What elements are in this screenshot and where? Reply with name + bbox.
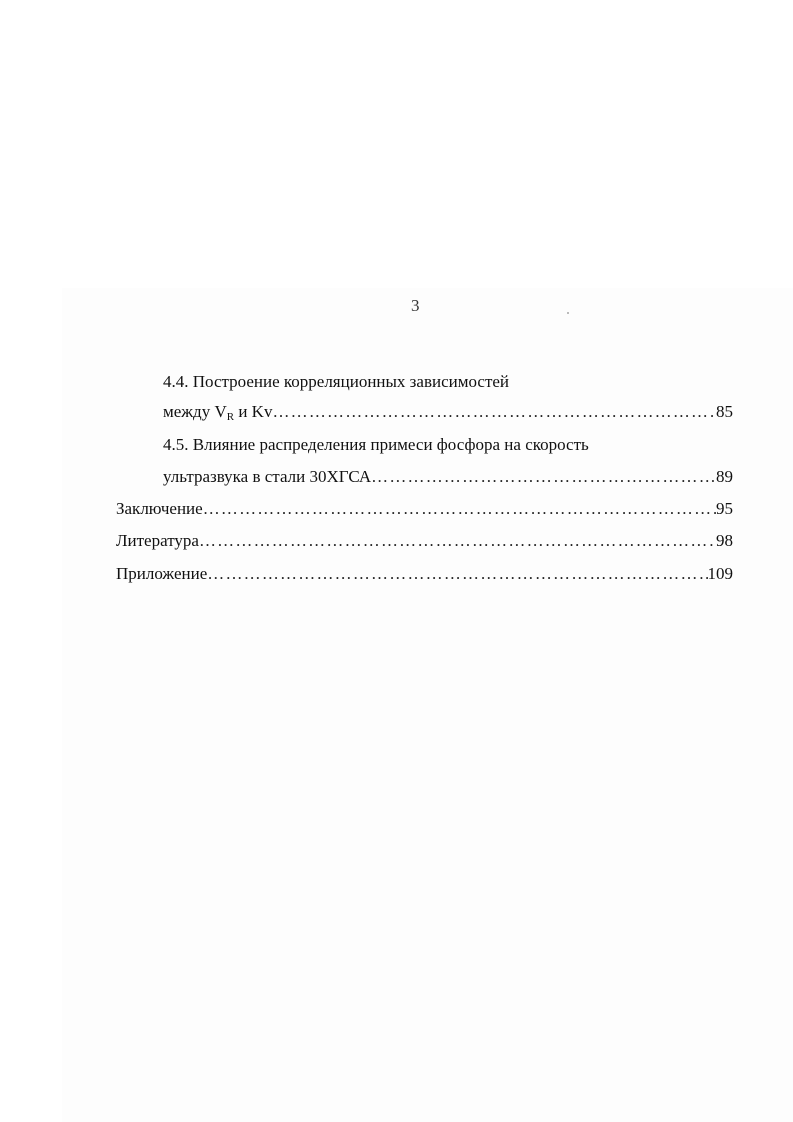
toc-page-number: 98 (716, 531, 733, 550)
dot-leader (371, 467, 716, 487)
toc-page-number: 89 (716, 467, 733, 486)
dot-leader (199, 531, 716, 551)
toc-entry-title: между $V_R$ и Kv (163, 402, 273, 423)
toc-entry-4-5-heading (163, 435, 589, 455)
toc-entry-4-4-heading (163, 372, 509, 392)
dot-leader (203, 499, 716, 519)
page-number: 3 (411, 296, 420, 315)
toc-entry-literature[interactable] (116, 531, 733, 551)
dot-leader (272, 402, 716, 422)
toc-entry-title: Приложение (116, 564, 208, 583)
toc-entry-title: 4.5. Влияние распределения примеси фосфора на скорость (163, 435, 589, 454)
scan-speck (567, 312, 569, 314)
dot-leader (207, 564, 707, 584)
toc-page-number: 85 (716, 402, 733, 421)
toc-page-number: 95 (716, 499, 733, 518)
toc-entry-title: ультразвука в стали 30ХГСА (163, 467, 372, 486)
toc-entry-appendix[interactable] (116, 564, 733, 584)
toc-entry-conclusion[interactable] (116, 499, 733, 519)
toc-entry-4-4[interactable] (163, 402, 733, 427)
toc-entry-title: Литература (116, 531, 199, 550)
toc-entry-title: Заключение (116, 499, 203, 518)
toc-entry-4-5[interactable] (163, 467, 733, 487)
toc-entry-title: 4.4. Построение корреляционных зависимостей (163, 372, 510, 391)
toc-page-number: 109 (707, 564, 733, 583)
